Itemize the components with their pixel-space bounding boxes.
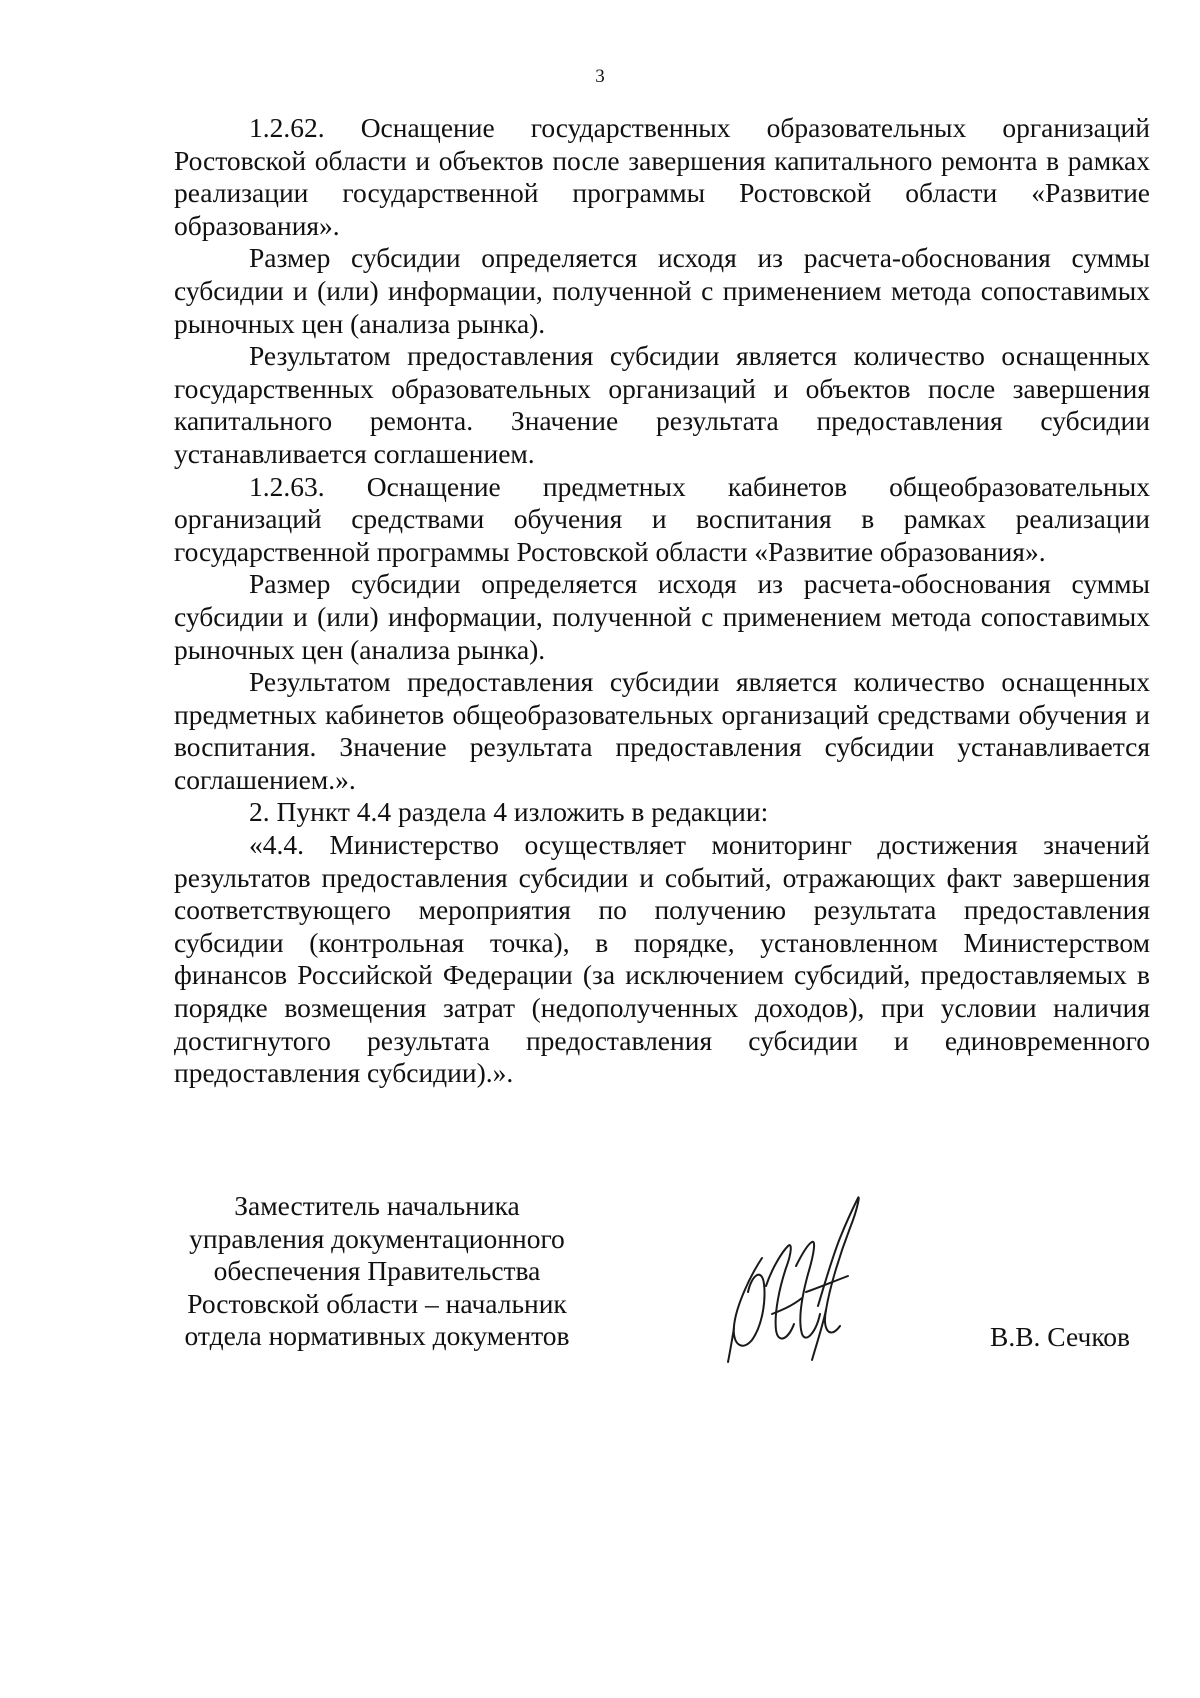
signer-name: В.В. Сечков [990,1321,1131,1352]
signatory-position [174,1190,580,1353]
paragraph-subsidy-size-2: Размер субсидии определяется исходя из расчета-обоснования суммы субсидии и (или) информации, полученной с применением метода сопоставимых рыночных цен (анализа рынка). [174,568,1150,665]
signatory-position-line: Заместитель начальника [234,1190,520,1221]
paragraph-item-1262: 1.2.62. Оснащение государственных образовательных организаций Ростовской области и объектов после завершения капитального ремонта в рамках реализации государственной программы Ростовской области «Развитие образования». [174,112,1150,241]
paragraph-item-1263: 1.2.63. Оснащение предметных кабинетов общеобразовательных организаций средствами обучения и воспитания в рамках реализации государственной программы Ростовской области «Развитие образования». [174,470,1150,567]
paragraph-subsidy-result-2: Результатом предоставления субсидии является количество оснащенных предметных кабинетов общеобразовательных организаций средствами обучения и воспитания. Значение результата предоставления субсидии устанавливается соглашением.». [174,666,1150,795]
paragraph-clause-4-4: «4.4. Министерство осуществляет мониторинг достижения значений результатов предоставления субсидии и событий, отражающих факт завершения соответствующего мероприятия по получению результата предоставления субсидии (контрольная точка), в порядке, установленном Министерством финансов Российской Федерации (за исключением субсидий, предоставляемых в порядке возмещения затрат (недополученных доходов), при условии наличия достигнутого результата предоставления субсидии и единовременного предоставления субсидии).». [174,829,1150,1089]
signatory-position-line: Ростовской области – начальник [187,1287,567,1319]
paragraph-subsidy-result-1: Результатом предоставления субсидии является количество оснащенных государственных образовательных организаций и объектов после завершения капитального ремонта. Значение результата предоставления субсидии устанавливается соглашением. [174,340,1150,469]
paragraph-subsidy-size-1: Размер субсидии определяется исходя из расчета-обоснования суммы субсидии и (или) информации, полученной с применением метода сопоставимых рыночных цен (анализа рынка). [174,242,1150,339]
signatory-position-line: отдела нормативных документов [184,1320,570,1352]
page-number: 3 [595,66,605,87]
signatory-position-line: обеспечения Правительства [213,1255,541,1287]
document-body [174,112,1150,1090]
signatory-position-line: управления документационного [189,1222,565,1254]
handwritten-signature [722,1194,872,1364]
paragraph-clause-2: 2. Пункт 4.4 раздела 4 изложить в редакции: [249,796,769,828]
